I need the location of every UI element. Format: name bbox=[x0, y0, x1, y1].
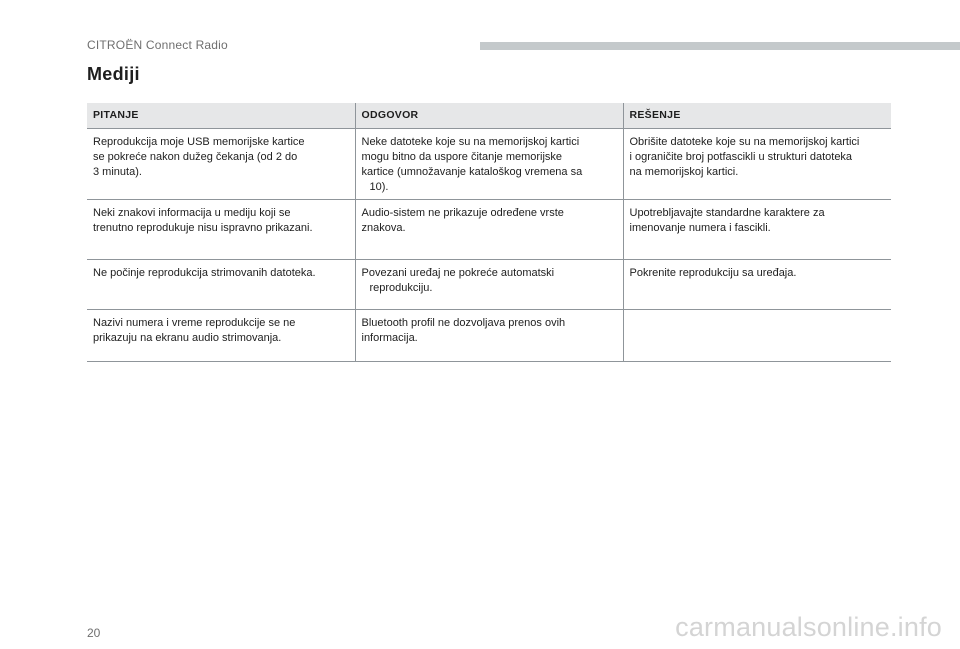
table-header-row bbox=[87, 103, 891, 129]
cell-line: Povezani uređaj ne pokreće automatski bbox=[361, 267, 555, 279]
cell-line: Nazivi numera i vreme reprodukcije se ne bbox=[93, 317, 296, 329]
cell-line: Neki znakovi informacija u mediju koji se bbox=[93, 207, 291, 219]
table-row bbox=[87, 129, 891, 200]
watermark-text: carmanualsonline.info bbox=[675, 612, 942, 642]
cell-line: prikazuju na ekranu audio strimovanja. bbox=[93, 332, 282, 344]
faq-table bbox=[87, 103, 891, 362]
column-header-answer: ODGOVOR bbox=[355, 103, 623, 129]
solution-cell bbox=[623, 310, 891, 362]
cell-line: informacija. bbox=[361, 332, 418, 344]
answer-cell bbox=[355, 310, 623, 362]
cell-line: Ne počinje reprodukcija strimovanih datoteka. bbox=[93, 267, 316, 279]
section-title: Mediji bbox=[87, 64, 140, 84]
cell-line: Obrišite datoteke koje su na memorijskoj kartici bbox=[629, 136, 860, 148]
cell-line: 3 minuta). bbox=[93, 166, 142, 178]
column-header-question: PITANJE bbox=[87, 103, 355, 129]
cell-line: 10). bbox=[369, 181, 389, 193]
question-cell bbox=[87, 260, 355, 310]
cell-line: Audio-sistem ne prikazuje određene vrste bbox=[361, 207, 564, 219]
header-decorative-bar bbox=[480, 42, 960, 50]
solution-cell bbox=[623, 200, 891, 260]
cell-line: mogu bitno da uspore čitanje memorijske bbox=[361, 151, 563, 163]
question-cell bbox=[87, 310, 355, 362]
cell-line: trenutno reprodukuje nisu ispravno prikazani. bbox=[93, 222, 313, 234]
cell-line: znakova. bbox=[361, 222, 406, 234]
table-row bbox=[87, 310, 891, 362]
answer-cell bbox=[355, 200, 623, 260]
cell-line: kartice (umnožavanje kataloškog vremena sa bbox=[361, 166, 583, 178]
solution-cell bbox=[623, 260, 891, 310]
cell-line: Pokrenite reprodukciju sa uređaja. bbox=[629, 267, 797, 279]
cell-line: Reprodukcija moje USB memorijske kartice bbox=[93, 136, 305, 148]
solution-cell bbox=[623, 129, 891, 200]
cell-line: se pokreće nakon dužeg čekanja (od 2 do bbox=[93, 151, 298, 163]
page-number: 20 bbox=[87, 626, 101, 640]
question-cell bbox=[87, 200, 355, 260]
cell-line: na memorijskoj kartici. bbox=[629, 166, 739, 178]
cell-line: imenovanje numera i fascikli. bbox=[629, 222, 771, 234]
table-row bbox=[87, 200, 891, 260]
column-header-solution: REŠENJE bbox=[623, 103, 891, 129]
cell-line: Bluetooth profil ne dozvoljava prenos ovih bbox=[361, 317, 566, 329]
manual-header-title: CITROËN Connect Radio bbox=[87, 38, 228, 52]
cell-line: i ograničite broj potfascikli u strukturi datoteka bbox=[629, 151, 853, 163]
cell-line: Neke datoteke koje su na memorijskoj kartici bbox=[361, 136, 580, 148]
answer-cell bbox=[355, 260, 623, 310]
cell-line: reprodukciju. bbox=[369, 282, 433, 294]
question-cell bbox=[87, 129, 355, 200]
answer-cell bbox=[355, 129, 623, 200]
table-row bbox=[87, 260, 891, 310]
cell-line: Upotrebljavajte standardne karaktere za bbox=[629, 207, 825, 219]
